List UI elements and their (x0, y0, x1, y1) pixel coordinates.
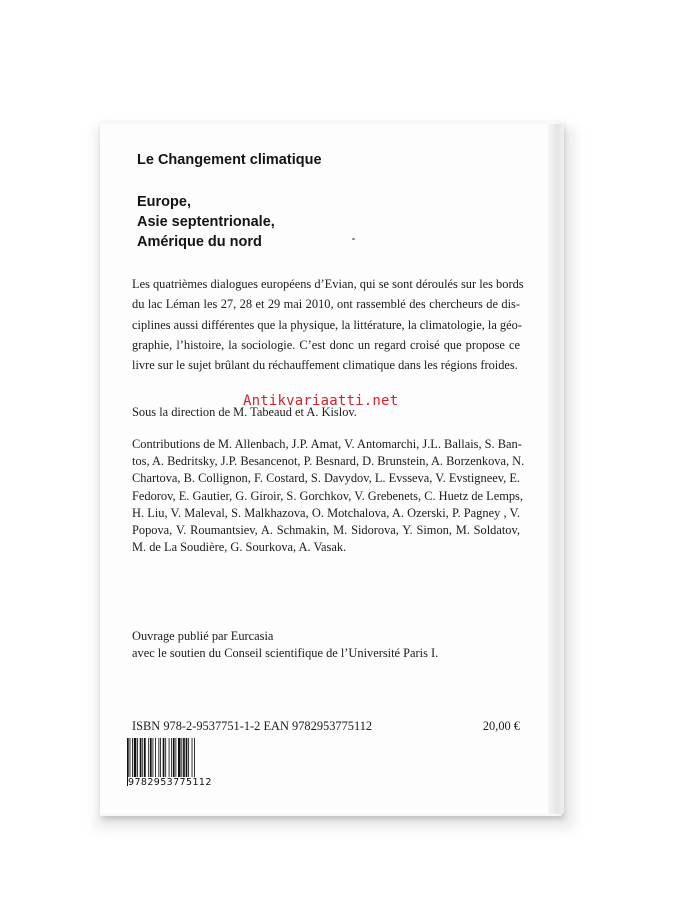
contributions-line: Popova, V. Roumantsiev, A. Schmakin, M. Sidorova, Y. Simon, M. Soldatov, (132, 523, 520, 538)
isbn-line: ISBN 978-2-9537751-1-2 EAN 9782953775112 (132, 719, 373, 733)
cover-edge (548, 124, 564, 814)
book-description (132, 274, 524, 375)
description-line: du lac Léman les 27, 28 et 29 mai 2010, ont rassemblé des chercheurs de dis- (132, 297, 520, 312)
subtitle-line: Asie septentrionale, (137, 214, 275, 230)
contributions-line: tos, A. Bedritsky, J.P. Besancenot, P. Besnard, D. Brunstein, A. Borzenkova, N. (132, 454, 525, 469)
contributions (132, 436, 525, 556)
contributions-line: H. Liu, V. Maleval, S. Malkhazova, O. Motchalova, A. Ozerski, P. Pagney , V. (132, 505, 520, 520)
description-line: Les quatrièmes dialogues européens d’Evian, qui se sont déroulés sur les bords (132, 277, 524, 291)
contributions-line: Chartova, B. Collignon, F. Costard, S. Davydov, L. Evsseva, V. Evstigneev, E. (132, 471, 520, 486)
contributions-line: M. de La Soudière, G. Sourkova, A. Vasak. (132, 540, 347, 555)
watermark-text: Antikvariaatti.net (243, 393, 399, 409)
book-subtitle (137, 192, 275, 252)
editors-line: Sous la direction de M. Tabeaud et A. Kislov. (132, 405, 357, 419)
description-line: ciplines aussi différentes que la physique, la littérature, la climatologie, la géo- (132, 317, 522, 332)
cover-speck (352, 238, 355, 240)
description-line: graphie, l’histoire, la sociologie. C’est donc un regard croisé que propose ce (132, 337, 520, 352)
publisher-line: Ouvrage publié par Eurcasia (132, 629, 274, 643)
book-title: Le Changement climatique (137, 152, 322, 168)
subtitle-line: Europe, (137, 194, 191, 210)
price-label: 20,00 € (482, 719, 520, 733)
publisher-info (132, 628, 438, 662)
publisher-line: avec le soutien du Conseil scientifique de l’Université Paris I. (132, 646, 439, 660)
description-line: livre sur le sujet brûlant du réchauffement climatique dans les régions froides. (132, 358, 518, 373)
subtitle-line: Amérique du nord (137, 234, 262, 250)
barcode-number: 9782953775112 (128, 777, 224, 788)
contributions-line: Fedorov, E. Gautier, G. Giroir, S. Gorchkov, V. Grebenets, C. Huetz de Lemps, (132, 488, 523, 503)
contributions-line: Contributions de M. Allenbach, J.P. Amat, V. Antomarchi, J.L. Ballais, S. Ban- (132, 437, 522, 451)
